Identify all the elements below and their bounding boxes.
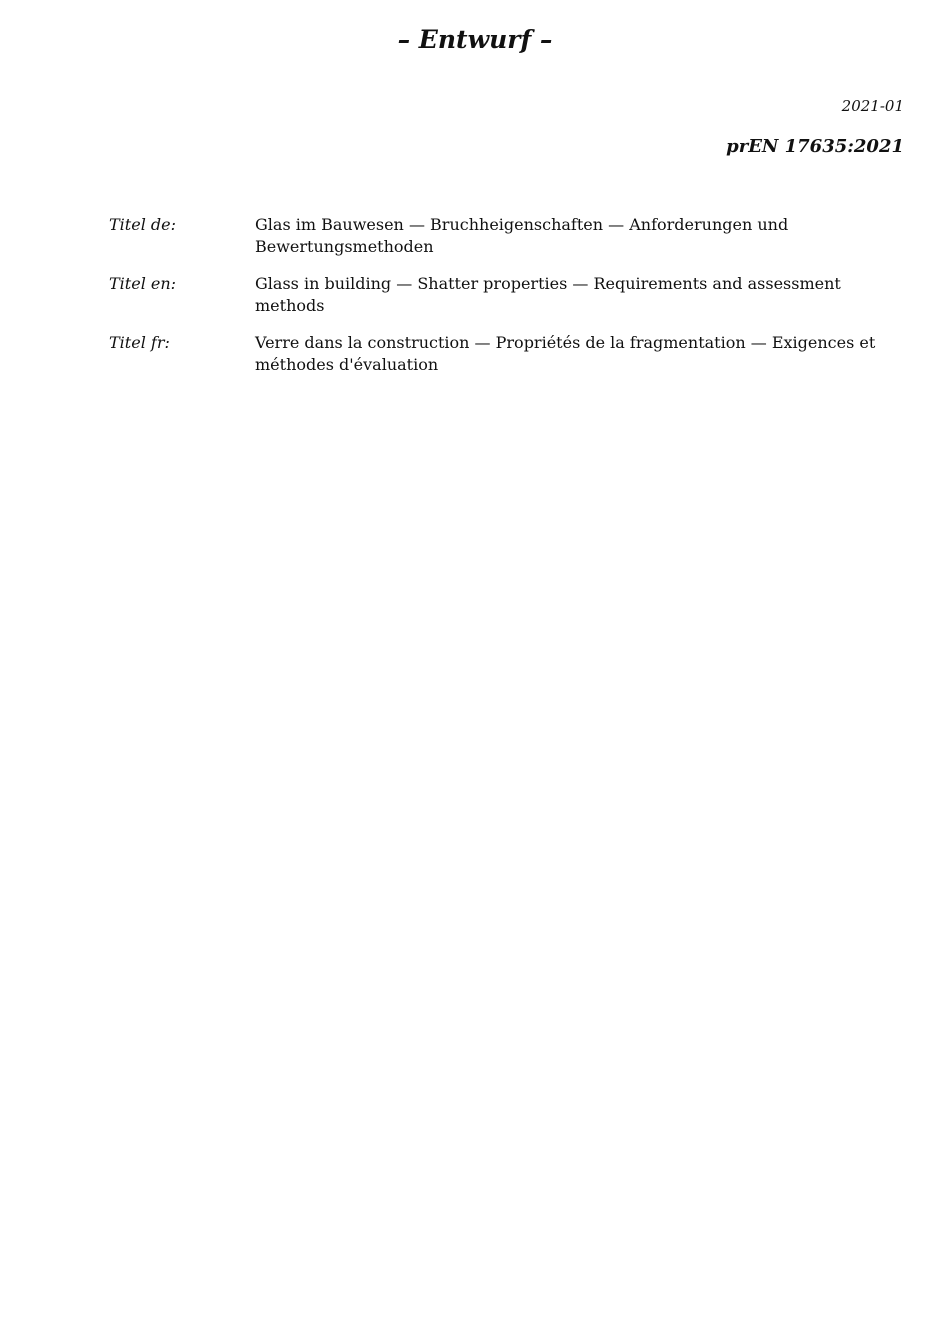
title-text-fr: Verre dans la construction — Propriétés de la fragmentation — Exigences et méthodes d'évaluation xyxy=(255,333,876,374)
title-label-en: Titel en: xyxy=(109,274,177,293)
title-row-de xyxy=(109,214,909,258)
title-label-de: Titel de: xyxy=(109,215,176,234)
title-row-en xyxy=(109,273,909,317)
title-text-de: Glas im Bauwesen — Bruchheigenschaften — Anforderungen und Bewertungsmethoden xyxy=(255,215,789,256)
title-text-en: Glass in building — Shatter properties — Requirements and assessment methods xyxy=(255,274,841,315)
draft-heading: – Entwurf – xyxy=(397,25,553,54)
document-date: 2021-01 xyxy=(841,97,904,115)
standard-number: prEN 17635:2021 xyxy=(726,136,904,157)
title-row-fr xyxy=(109,332,909,376)
titles-section xyxy=(109,214,909,391)
title-label-fr: Titel fr: xyxy=(109,333,170,352)
